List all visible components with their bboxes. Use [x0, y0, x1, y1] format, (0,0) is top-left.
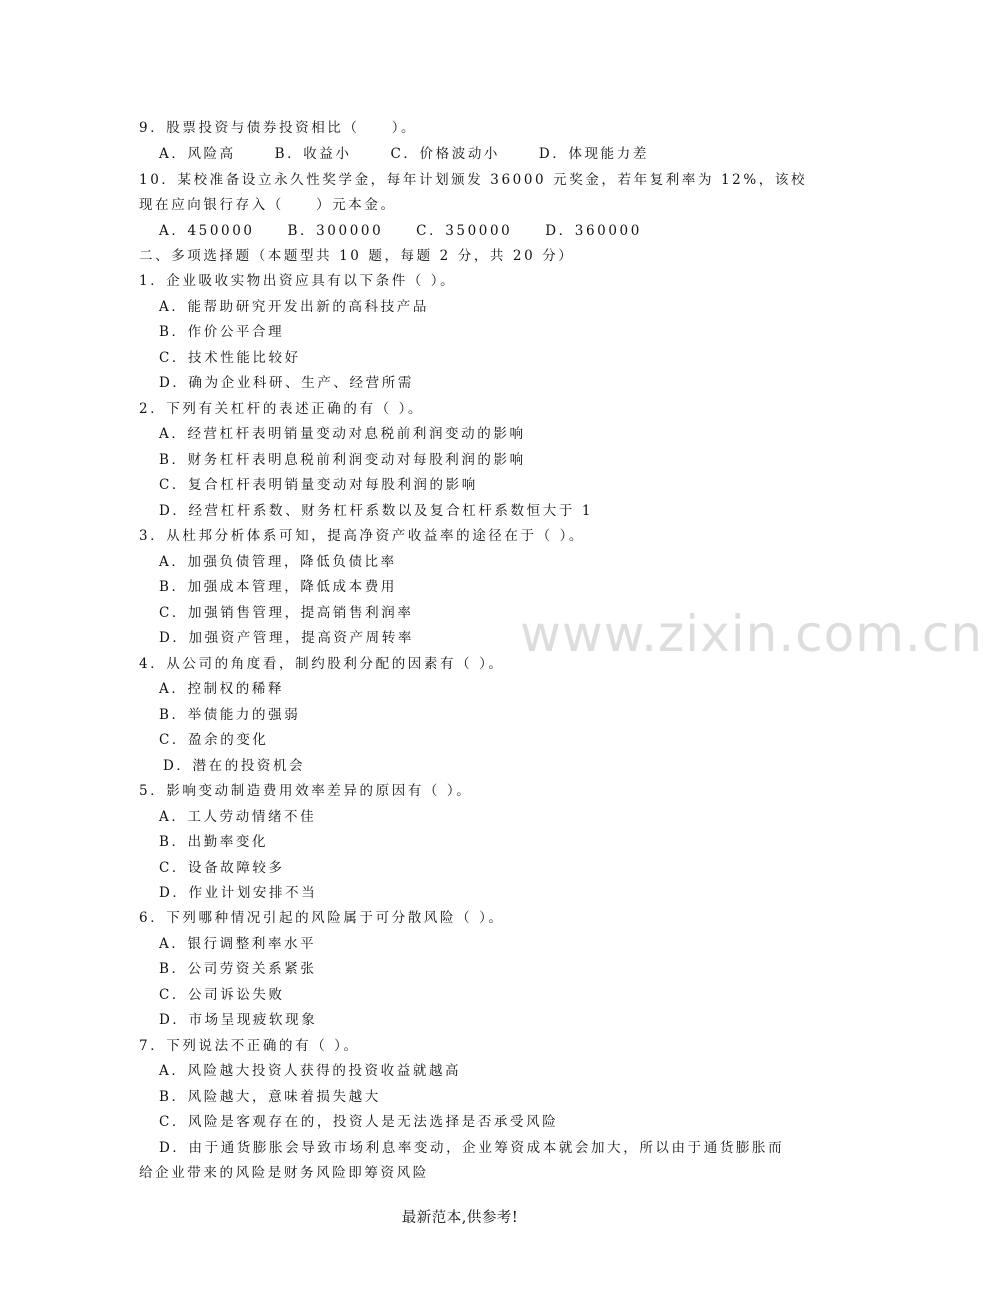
q9-option-d: D．体现能力差 — [538, 146, 649, 162]
m7-stem: 7．下列说法不正确的有（ ）。 — [139, 1038, 360, 1054]
m6-option-a: A．银行调整利率水平 — [159, 936, 317, 952]
m7-option-d: D．由于通货膨胀会导致市场利息率变动，企业筹资成本就会加大，所以由于通货膨胀而 — [159, 1140, 785, 1156]
m4-stem: 4．从公司的角度看，制约股利分配的因素有（ ）。 — [139, 656, 505, 672]
m6-option-c: C．公司诉讼失败 — [159, 987, 285, 1003]
q10-stem-line2: 现在应向银行存入（ ）元本金。 — [139, 197, 397, 213]
q9-option-b: B．收益小 — [274, 146, 352, 162]
m4-option-a: A．控制权的稀释 — [159, 681, 285, 697]
m2-option-c: C．复合杠杆表明销量变动对每股利润的影响 — [159, 477, 478, 493]
m2-option-b: B．财务杠杆表明息税前利润变动对每股利润的影响 — [159, 452, 526, 468]
m3-option-d: D．加强资产管理，提高资产周转率 — [159, 630, 414, 646]
m2-option-a: A．经营杠杆表明销量变动对息税前利润变动的影响 — [159, 426, 526, 442]
q9-option-c: C．价格波动小 — [390, 146, 501, 162]
m7-option-b: B．风险越大，意味着损失越大 — [159, 1089, 381, 1105]
m3-stem: 3．从杜邦分析体系可知，提高净资产收益率的途径在于（ ）。 — [139, 528, 586, 544]
m5-option-b: B．出勤率变化 — [159, 834, 269, 850]
m1-option-b: B．作价公平合理 — [159, 324, 285, 340]
m6-stem: 6．下列哪种情况引起的风险属于可分散风险（ ）。 — [139, 910, 505, 926]
m6-option-b: B．公司劳资关系紧张 — [159, 961, 317, 977]
m6-option-d: D．市场呈现疲软现象 — [159, 1012, 318, 1028]
q10-option-b: B．300000 — [287, 223, 384, 239]
q10-option-c: C．350000 — [416, 223, 513, 239]
q9-options — [159, 145, 649, 163]
m7-option-d-continued: 给企业带来的风险是财务风险即筹资风险 — [139, 1165, 429, 1181]
m2-option-d: D．经营杠杆系数、财务杠杆系数以及复合杠杆系数恒大于 1 — [159, 503, 594, 519]
q10-options — [159, 222, 642, 240]
q9-stem: 9．股票投资与债券投资相比（ ）。 — [139, 120, 418, 136]
m1-option-c: C．技术性能比较好 — [159, 350, 301, 366]
m2-stem: 2．下列有关杠杆的表述正确的有（ ）。 — [139, 401, 425, 417]
m7-option-c: C．风险是客观存在的，投资人是无法选择是否承受风险 — [159, 1114, 559, 1130]
m3-option-a: A．加强负债管理，降低负债比率 — [159, 554, 397, 570]
m4-option-c: C．盈余的变化 — [159, 732, 269, 748]
m1-stem: 1．企业吸收实物出资应具有以下条件（ ）。 — [139, 273, 457, 289]
q10-stem-line1: 10．某校准备设立永久性奖学金，每年计划颁发 36000 元奖金，若年复利率为 12%，该校 — [139, 172, 808, 188]
section-title: 二、多项选择题（本题型共 10 题，每题 2 分，共 20 分） — [139, 248, 575, 264]
page-footer: 最新范本,供参考! — [401, 1210, 519, 1226]
m5-option-d: D．作业计划安排不当 — [159, 885, 318, 901]
m3-option-c: C．加强销售管理，提高销售利润率 — [159, 605, 414, 621]
m5-option-c: C．设备故障较多 — [159, 860, 285, 876]
q9-option-a: A．风险高 — [159, 146, 236, 162]
m5-stem: 5．影响变动制造费用效率差异的原因有（ ）。 — [139, 783, 473, 799]
q10-option-d: D．360000 — [545, 223, 642, 239]
watermark: www.zixin.com.cn — [520, 605, 983, 663]
m3-option-b: B．加强成本管理，降低成本费用 — [159, 579, 397, 595]
q10-option-a: A．450000 — [159, 223, 255, 239]
m4-option-b: B．举债能力的强弱 — [159, 707, 301, 723]
m7-option-a: A．风险越大投资人获得的投资收益就越高 — [159, 1063, 462, 1079]
m1-option-a: A．能帮助研究开发出新的高科技产品 — [159, 299, 429, 315]
m5-option-a: A．工人劳动情绪不佳 — [159, 809, 317, 825]
m4-option-d: D．潜在的投资机会 — [163, 758, 306, 774]
m1-option-d: D．确为企业科研、生产、经营所需 — [159, 375, 414, 391]
